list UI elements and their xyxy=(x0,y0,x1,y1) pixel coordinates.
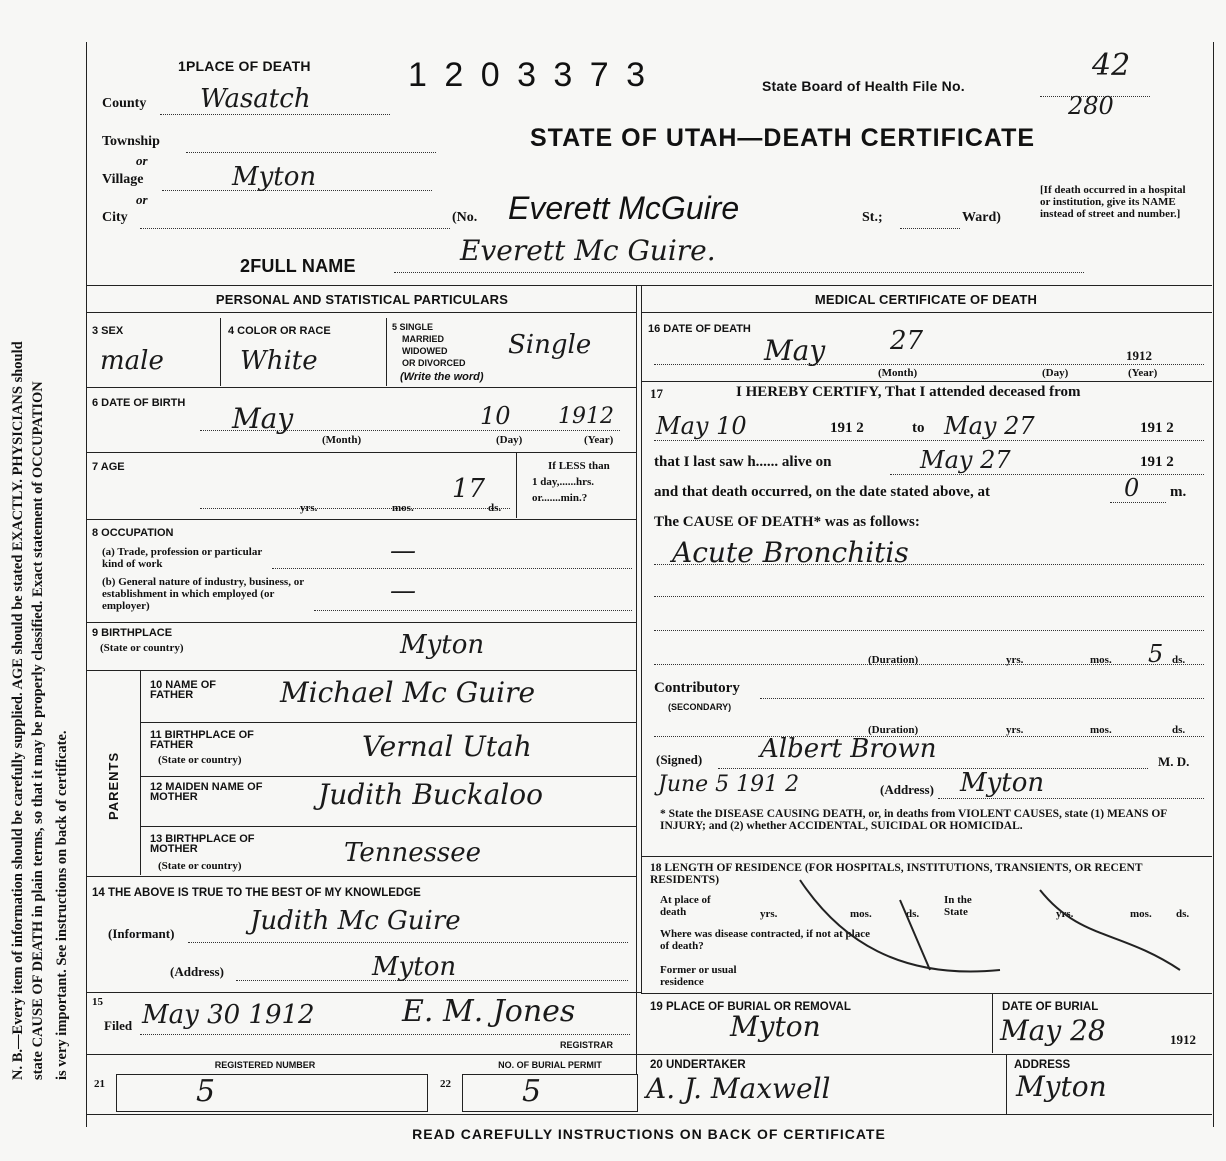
last-saw-date: May 27 xyxy=(920,446,1011,474)
signed-label: (Signed) xyxy=(656,752,703,767)
duration-yrs-label: yrs. xyxy=(1006,654,1024,666)
burial-permit-label: NO. OF BURIAL PERMIT xyxy=(498,1060,602,1070)
duration-ds-label: ds. xyxy=(1172,654,1186,666)
street-label: St.; xyxy=(862,210,883,225)
attend-to-label: to xyxy=(912,420,925,436)
parents-label: PARENTS xyxy=(106,751,121,820)
cause-label: The CAUSE OF DEATH* was as follows: xyxy=(654,514,920,530)
footer-instructions: READ CAREFULLY INSTRUCTIONS ON BACK OF CERTIFICATE xyxy=(412,1126,886,1142)
marital-label-divorced: OR DIVORCED xyxy=(402,358,466,368)
mother-maiden-name-value: Judith Buckaloo xyxy=(318,778,543,811)
less-than-line-2: 1 day,......hrs. xyxy=(532,476,595,488)
informant-value: Judith Mc Guire xyxy=(250,906,461,936)
residence-place-mos: mos. xyxy=(850,908,872,920)
ward-label: Ward) xyxy=(962,210,1001,225)
burial-place-label: 19 PLACE OF BURIAL OR REMOVAL xyxy=(650,1001,851,1013)
registrar-label: REGISTRAR xyxy=(560,1040,614,1050)
filed-label: Filed xyxy=(104,1018,133,1033)
registered-number-index: 21 xyxy=(94,1078,105,1090)
last-saw-year: 191 2 xyxy=(1140,454,1174,470)
undertaker-address-value: Myton xyxy=(1016,1070,1107,1103)
dob-month-caption: (Month) xyxy=(322,434,362,446)
sign-date: June 5 191 2 xyxy=(658,772,800,797)
duration-days-value: 5 xyxy=(1148,640,1164,668)
color-label: 4 COLOR OR RACE xyxy=(228,325,331,337)
occupation-b-label: (b) General nature of industry, business, or establishment in which employed (or employer) xyxy=(102,576,304,612)
occupation-b-value: — xyxy=(390,576,416,606)
dod-month-caption: (Month) xyxy=(878,367,918,379)
attend-year-2: 191 2 xyxy=(1140,420,1174,436)
hospital-note: [If death occurred in a hospital or institution, give its NAME instead of street and number.] xyxy=(1040,184,1186,220)
last-saw-label: that I last saw h...... alive on xyxy=(654,454,832,470)
color-value: White xyxy=(240,346,318,376)
md-label: M. D. xyxy=(1158,754,1190,769)
father-name-value: Michael Mc Guire xyxy=(280,676,536,709)
dob-year-caption: (Year) xyxy=(584,434,614,446)
attend-to-date: May 27 xyxy=(944,412,1035,440)
sidebar-line-1: N. B.—Every item of information should be carefully supplied. AGE should be stated EXACTLY. PHYSICIANS should xyxy=(10,341,26,1080)
attend-from-date: May 10 xyxy=(656,412,747,440)
certify-text: I HEREBY CERTIFY, That I attended deceased from xyxy=(736,384,1081,400)
certify-index: 17 xyxy=(650,386,663,401)
registered-number-value: 5 xyxy=(196,1074,216,1109)
registered-number-label: REGISTERED NUMBER xyxy=(214,1060,316,1070)
dob-label: 6 DATE OF BIRTH xyxy=(92,397,186,409)
village-value: Myton xyxy=(232,162,317,192)
sign-address: Myton xyxy=(960,768,1045,798)
contributory-mos-label: mos. xyxy=(1090,724,1112,736)
occurred-text: and that death occurred, on the date stated above, at xyxy=(654,484,990,500)
father-birthplace-label: 11 BIRTHPLACE OF FATHER xyxy=(150,729,254,751)
birthplace-label: 9 BIRTHPLACE xyxy=(92,627,173,639)
burial-place-value: Myton xyxy=(730,1010,821,1043)
date-of-death-label: 16 DATE OF DEATH xyxy=(648,323,751,335)
personal-section-title: PERSONAL AND STATISTICAL PARTICULARS xyxy=(215,292,509,307)
registrar-signature: E. M. Jones xyxy=(402,994,576,1029)
contributory-label: Contributory xyxy=(654,680,740,696)
dod-year-caption: (Year) xyxy=(1128,367,1158,379)
sex-value: male xyxy=(100,346,164,376)
age-label: 7 AGE xyxy=(92,461,125,473)
street-no-label: (No. xyxy=(452,210,478,225)
file-no-value: 42 xyxy=(1092,48,1131,83)
registered-value: 280 xyxy=(1068,92,1114,120)
where-contracted-label: Where was disease contracted, if not at place of death? xyxy=(660,928,870,952)
contributory-duration-label: (Duration) xyxy=(868,724,919,736)
burial-date-value: May 28 xyxy=(1000,1014,1106,1047)
birthplace-value: Myton xyxy=(400,630,485,660)
village-label: Village xyxy=(102,172,144,187)
occupation-a-value: — xyxy=(390,536,416,566)
certificate-title: STATE OF UTAH—DEATH CERTIFICATE xyxy=(530,124,1036,152)
dod-month: May xyxy=(764,334,826,367)
cause-value: Acute Bronchitis xyxy=(672,536,909,569)
residence-in-state-label: In the State xyxy=(944,894,972,918)
dod-day: 27 xyxy=(890,326,924,356)
burial-date-label: DATE OF BURIAL xyxy=(1002,1001,1099,1013)
medical-section-title: MEDICAL CERTIFICATE OF DEATH xyxy=(814,292,1038,307)
sex-label: 3 SEX xyxy=(92,325,124,337)
or-label-2: or xyxy=(136,192,148,207)
mother-birthplace-value: Tennessee xyxy=(344,838,482,868)
residence-state-mos: mos. xyxy=(1130,908,1152,920)
county-label: County xyxy=(102,96,147,111)
sidebar-line-2: state CAUSE OF DEATH in plain terms, so that it may be properly classified. Exact statement of OCCUPATION xyxy=(30,381,46,1080)
dob-day-caption: (Day) xyxy=(496,434,523,446)
dob-day: 10 xyxy=(480,402,511,430)
informant-address-label: (Address) xyxy=(170,964,224,979)
attend-year-1: 191 2 xyxy=(830,420,864,436)
informant-title: 14 THE ABOVE IS TRUE TO THE BEST OF MY KNOWLEDGE xyxy=(92,887,421,899)
undertaker-value: A. J. Maxwell xyxy=(646,1072,831,1105)
dob-year: 1912 xyxy=(558,404,614,429)
marital-label-single: 5 SINGLE xyxy=(392,322,434,332)
or-label-1: or xyxy=(136,153,148,168)
duration-mos-label: mos. xyxy=(1090,654,1112,666)
contributory-yrs-label: yrs. xyxy=(1006,724,1024,736)
cause-note: * State the DISEASE CAUSING DEATH, or, in deaths from VIOLENT CAUSES, state (1) MEANS OF INJURY; and (2) whether ACCIDENTAL, SUICIDAL OR HOMICIDAL. xyxy=(660,808,1167,832)
informant-address-value: Myton xyxy=(372,952,457,982)
former-residence-label: Former or usual residence xyxy=(660,964,737,988)
father-birthplace-note: (State or country) xyxy=(158,754,242,766)
burial-year: 1912 xyxy=(1170,1032,1196,1047)
residence-place-ds: ds. xyxy=(906,908,920,920)
residence-state-ds: ds. xyxy=(1176,908,1190,920)
instruction-sidebar xyxy=(6,80,81,1080)
dod-year: 1912 xyxy=(1126,348,1152,363)
registered-number-box xyxy=(116,1074,428,1112)
less-than-line-3: or.......min.? xyxy=(532,492,588,504)
birthplace-note: (State or country) xyxy=(100,642,184,654)
occurred-time: 0 xyxy=(1124,474,1140,502)
filed-number: 15 xyxy=(92,996,103,1008)
dod-day-caption: (Day) xyxy=(1042,367,1069,379)
mother-birthplace-label: 13 BIRTHPLACE OF MOTHER xyxy=(150,833,255,855)
undertaker-label: 20 UNDERTAKER xyxy=(650,1059,746,1071)
mother-maiden-name-label: 12 MAIDEN NAME OF MOTHER xyxy=(150,781,263,803)
burial-permit-box xyxy=(462,1074,638,1112)
occupation-a-label: (a) Trade, profession or particular kind of work xyxy=(102,546,263,570)
place-of-death-label: 1PLACE OF DEATH xyxy=(178,58,311,74)
age-yrs-label: yrs. xyxy=(300,502,318,514)
full-name-label: 2FULL NAME xyxy=(240,256,356,276)
filed-date: May 30 1912 xyxy=(142,1000,315,1030)
marital-value: Single xyxy=(508,330,592,360)
residence-place-yrs: yrs. xyxy=(760,908,778,920)
marital-label-widowed: WIDOWED xyxy=(402,346,448,356)
scribble-mark xyxy=(780,860,1200,990)
undertaker-address-label: ADDRESS xyxy=(1014,1059,1071,1071)
secondary-label: (SECONDARY) xyxy=(668,702,732,712)
marital-note: (Write the word) xyxy=(400,371,484,383)
township-label: Township xyxy=(102,134,160,149)
age-ds-label: ds. xyxy=(488,502,502,514)
city-label: City xyxy=(102,210,128,225)
file-no-label: State Board of Health File No. xyxy=(762,78,965,94)
sign-address-label: (Address) xyxy=(880,782,934,797)
residence-state-yrs: yrs. xyxy=(1056,908,1074,920)
contributory-ds-label: ds. xyxy=(1172,724,1186,736)
dob-month: May xyxy=(232,402,294,435)
occurred-m: m. xyxy=(1170,484,1187,500)
typed-name: Everett McGuire xyxy=(508,190,740,226)
signed-value: Albert Brown xyxy=(760,734,937,764)
age-days-value: 17 xyxy=(452,474,486,504)
less-than-line-1: If LESS than xyxy=(548,460,610,472)
residence-title: 18 LENGTH OF RESIDENCE (FOR HOSPITALS, INSTITUTIONS, TRANSIENTS, OR RECENT RESIDENTS) xyxy=(650,862,1143,886)
father-birthplace-value: Vernal Utah xyxy=(362,730,532,763)
county-value: Wasatch xyxy=(200,84,311,114)
duration-label: (Duration) xyxy=(868,654,919,666)
sidebar-line-3: is very important. See instructions on back of certificate. xyxy=(54,730,70,1080)
informant-label: (Informant) xyxy=(108,926,175,941)
certificate-number: 1 2 0 3 3 7 3 xyxy=(408,56,650,94)
mother-birthplace-note: (State or country) xyxy=(158,860,242,872)
age-mos-label: mos. xyxy=(392,502,414,514)
occupation-label: 8 OCCUPATION xyxy=(92,527,174,539)
marital-label-married: MARRIED xyxy=(402,334,444,344)
burial-permit-value: 5 xyxy=(522,1074,542,1109)
father-name-label: 10 NAME OF FATHER xyxy=(150,679,217,701)
residence-at-place-label: At place of death xyxy=(660,894,711,918)
burial-permit-index: 22 xyxy=(440,1078,451,1090)
full-name-value: Everett Mc Guire. xyxy=(460,234,716,267)
